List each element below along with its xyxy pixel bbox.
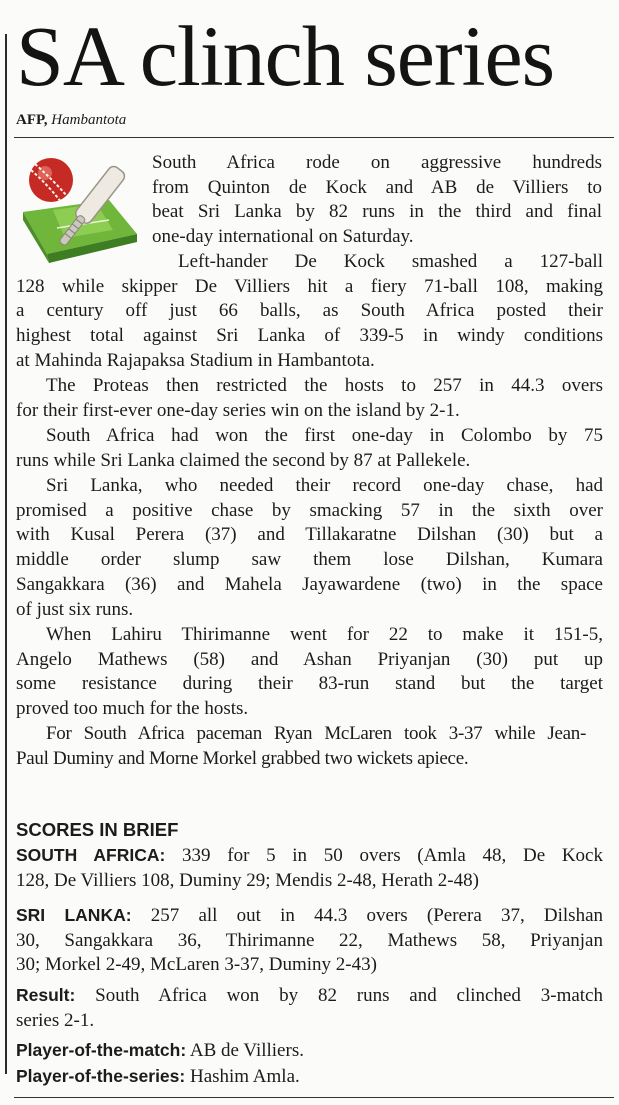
potm-label: Player-of-the-match: [16,1040,187,1060]
result-line: series 2-1. [16,1009,95,1031]
p6-line: When Lahiru Thirimanne went for 22 to make it 151-5, [46,624,603,645]
paragraph-4 [16,424,603,473]
score-sl-line [16,903,603,929]
result-text: South Africa won by 82 runs and clinched 3-match [75,985,603,1006]
score-sl-line: 30; Morkel 2-49, McLaren 3-37, Duminy 2-43) [16,954,377,976]
score-sl-text: 257 all out in 44.3 overs (Perera 37, Dilshan [131,905,604,926]
score-sa-label: SOUTH AFRICA: [16,845,166,865]
p2-line: highest total against Sri Lanka of 339-5 in windy conditions [16,325,603,347]
p3-line: for their first-ever one-day series win on the island by 2-1. [16,399,460,421]
lead-line: beat Sri Lanka by 82 runs in the third and final [152,201,602,223]
pots-value: Hashim Amla. [185,1066,300,1087]
lead-line: one-day international on Saturday. [152,226,414,248]
result-line [16,983,603,1009]
scores-heading: SCORES IN BRIEF [16,819,179,840]
score-sa-line: 128, De Villiers 108, Duminy 29; Mendis 2-48, Herath 2-48) [16,869,479,891]
paragraph-6 [16,623,603,722]
pots-label: Player-of-the-series: [16,1066,186,1086]
p5-line: of just six runs. [16,598,134,620]
score-sri-lanka [16,903,603,978]
score-south-africa [16,843,603,893]
paragraph-2 [16,250,603,374]
result-label: Result: [16,985,76,1005]
p2-line: at Mahinda Rajapaksa Stadium in Hambantota. [16,349,375,371]
p5-line: with Kusal Perera (37) and Tillakaratne Dilshan (30) but a [16,524,603,546]
p4-line: South Africa had won the first one-day in Colombo by 75 [46,425,603,446]
score-sl-label: SRI LANKA: [16,905,132,925]
p6-line: Angelo Mathews (58) and Ashan Priyanjan (30) put up [16,648,603,670]
match-result [16,983,603,1033]
player-of-the-series [16,1064,611,1090]
paragraph-3 [16,374,603,423]
byline-agency: AFP, [16,112,48,128]
p4-line: runs while Sri Lanka claimed the second by 87 at Pallekele. [16,449,471,471]
p2-line: 128 while skipper De Villiers hit a fiery 71-ball 108, making [16,275,603,297]
lead-line: from Quinton de Kock and AB de Villiers to [152,176,602,198]
score-sa-line [16,843,603,869]
p5-line: promised a positive chase by smacking 57 in the sixth over [16,499,603,521]
p5-line: middle order slump saw them lose Dilshan, Kumara [16,549,603,571]
column-left-rule [5,34,7,1074]
score-sl-line: 30, Sangakkara 36, Thirimanne 22, Mathews 58, Priyanjan [16,929,603,951]
paragraph-5 [16,474,603,622]
p5-line: Sangakkara (36) and Mahela Jayawardene (two) in the space [16,573,603,595]
bottom-divider [14,1097,614,1098]
p7-line: For South Africa paceman Ryan McLaren took 3-37 while Jean- [46,723,586,744]
p7-line: Paul Duminy and Morne Morkel grabbed two wickets apiece. [16,747,469,769]
lead-paragraph [152,151,602,250]
p6-line: some resistance during their 83-run stand but the target [16,673,603,695]
p2-line: Left-hander De Kock smashed a 127-ball [178,251,603,272]
p6-line: proved too much for the hosts. [16,698,249,720]
p2-line: a century off just 66 balls, as South Africa posted their [16,300,603,322]
p3-line: The Proteas then restricted the hosts to 257 in 44.3 overs [46,375,603,396]
score-sa-text: 339 for 5 in 50 overs (Amla 48, De Kock [165,845,603,866]
p5-line: Sri Lanka, who needed their record one-day chase, had [46,475,603,496]
paragraph-7 [16,722,586,771]
byline [16,112,126,129]
potm-value: AB de Villiers. [186,1040,304,1061]
byline-divider [14,137,614,138]
lead-line: South Africa rode on aggressive hundreds [152,152,602,173]
headline: SA clinch series [16,8,555,104]
player-of-the-match [16,1038,611,1064]
byline-location: Hambantota [51,112,127,128]
